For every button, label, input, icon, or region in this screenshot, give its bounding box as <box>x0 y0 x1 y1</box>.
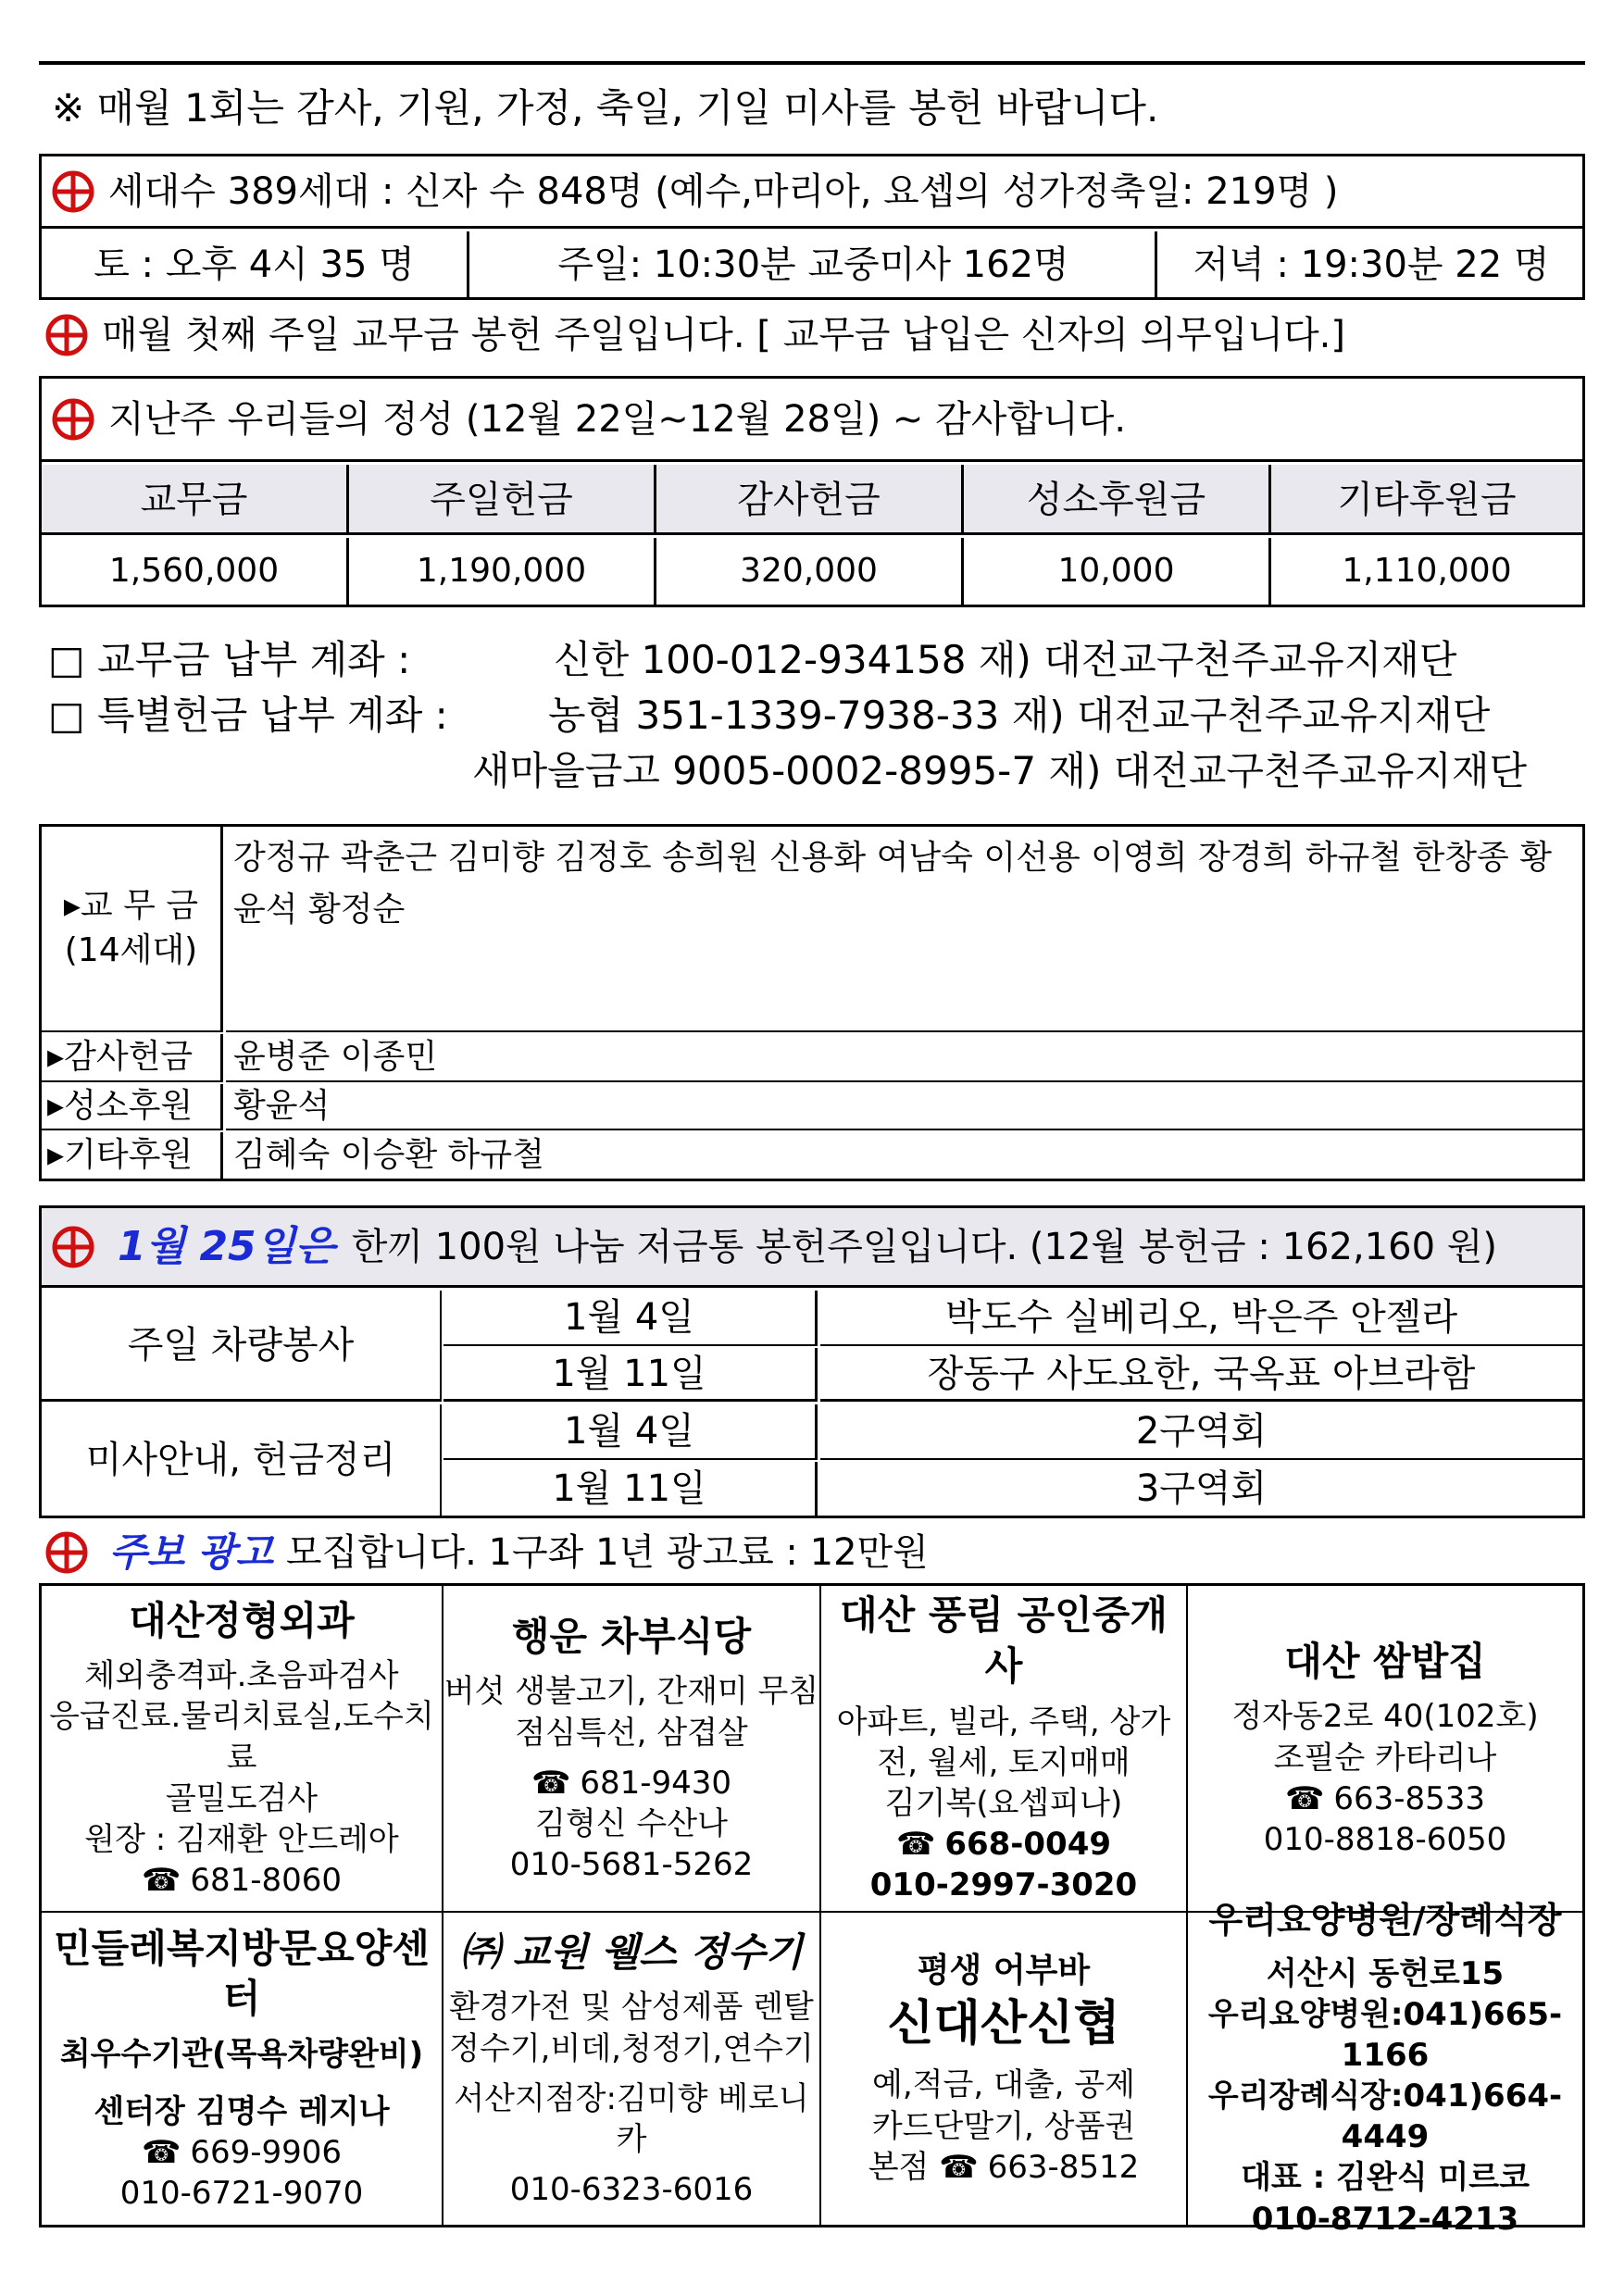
service-volunteer: 3구역회 <box>1135 1467 1268 1510</box>
ad-name: 대산 풍림 공인중개사 <box>840 1592 1168 1690</box>
phone-icon: ☎ <box>531 1764 571 1802</box>
donor-names: 김혜숙 이승환 하규철 <box>233 1136 544 1174</box>
census-box <box>39 154 1585 300</box>
donor-label: ▸기타후원 <box>47 1136 194 1174</box>
ad-line: 서산시 동헌로15 <box>1266 1954 1505 1992</box>
ad-line: 전, 월세, 토지매매 <box>877 1743 1131 1781</box>
ad-line: 010-8818-6050 <box>1263 1820 1507 1858</box>
ad-line: 최우수기관(목욕차량완비) <box>59 2035 424 2073</box>
offering-value: 1,110,000 <box>1342 552 1512 590</box>
ad-phone: 668-0049 <box>944 1826 1112 1864</box>
account-1-value: 신한 100-012-934158 재) 대전교구천주교유지재단 <box>554 637 1457 682</box>
account-3-value: 새마을금고 9005-0002-8995-7 재) 대전교구천주교유지재단 <box>472 748 1528 793</box>
phone-icon: ☎ <box>895 1826 936 1864</box>
service-date: 1월 11일 <box>552 1467 706 1510</box>
ad-slogan: 평생 어부바 <box>917 1952 1091 1990</box>
ad-orthopedics <box>42 1586 443 1913</box>
ad-line: 버섯 생불고기, 간재미 무침 <box>443 1673 819 1711</box>
phone-icon: ☎ <box>939 2148 979 2186</box>
sunday-attendance: 주일: 10:30분 교중미사 162명 <box>557 243 1069 286</box>
saturday-attendance: 토 : 오후 4시 35 명 <box>94 243 415 286</box>
donor-sublabel: (14세대) <box>64 931 198 969</box>
ad-ssambap <box>1188 1586 1582 1913</box>
ad-name: 대산 쌈밥집 <box>1284 1638 1486 1684</box>
offering-value: 320,000 <box>656 538 964 605</box>
offering-value: 1,190,000 <box>349 538 656 605</box>
ad-line: 정수기,비데,청정기,연수기 <box>449 2029 814 2067</box>
evening-attendance: 저녁 : 19:30분 22 명 <box>1193 243 1550 286</box>
ad-line: 골밀도검사 <box>165 1779 319 1817</box>
ad-line: 010-6721-9070 <box>119 2175 364 2213</box>
ad-line: 010-5681-5262 <box>509 1846 754 1884</box>
offering-value-row <box>42 538 1582 605</box>
phone-icon: ☎ <box>141 2134 181 2172</box>
ad-line: 예,적금, 대출, 공제 <box>872 2066 1135 2104</box>
service-box <box>39 1205 1585 1518</box>
ads-header <box>44 1526 929 1579</box>
ad-line: 우리요양병원:041)665-1166 <box>1207 1995 1563 2074</box>
ad-phone: 669-9906 <box>190 2134 343 2172</box>
ad-phone: 681-9430 <box>580 1764 732 1802</box>
donor-names: 강정규 곽춘근 김미향 김정호 송희원 신용화 여남숙 이선용 이영희 장경희 하규철 한창종 황윤석 황정순 <box>226 827 1582 1032</box>
offering-header: 주일헌금 <box>349 465 656 535</box>
ad-name: 신대산신협 <box>887 1995 1120 2052</box>
ad-line: 조필순 카타리나 <box>1273 1739 1497 1777</box>
service-volunteer: 박도수 실베리오, 박은주 안젤라 <box>944 1296 1458 1339</box>
ad-line: 대표 : 김완식 미르코 <box>1241 2159 1530 2197</box>
ad-line: 아파트, 빌라, 주택, 상가 <box>836 1703 1171 1741</box>
account-1-label: □ 교무금 납부 계좌 : <box>48 637 411 682</box>
donor-label: ▸교 무 금 <box>63 887 199 925</box>
ad-care-center <box>42 1913 443 2225</box>
ad-line: 김기복(요셉피나) <box>884 1785 1123 1822</box>
savings-text: 한끼 100원 나눔 저금통 봉헌주일입니다. (12월 봉헌금 : 162,160 원) <box>351 1225 1497 1268</box>
account-2-value: 농협 351-1339-7938-33 재) 대전교구천주교유지재단 <box>548 693 1491 738</box>
church-cross-icon <box>51 1225 95 1269</box>
ad-line: 카드단말기, 상품권 <box>871 2107 1136 2145</box>
ad-line: 정자동2로 40(102호) <box>1231 1698 1539 1736</box>
savings-row <box>42 1208 1582 1288</box>
ad-credit-union <box>821 1913 1188 2225</box>
ad-line: 010-2997-3020 <box>869 1866 1138 1904</box>
offering-header: 감사헌금 <box>656 465 964 535</box>
ad-phone: 663-8533 <box>1333 1779 1486 1817</box>
service-date: 1월 4일 <box>564 1410 694 1453</box>
donor-names: 황윤석 <box>233 1087 331 1125</box>
savings-date: 1월 25일은 <box>118 1222 335 1270</box>
service-volunteer: 장동구 사도요한, 국옥표 아브라함 <box>927 1352 1476 1395</box>
offering-header: 교무금 <box>42 465 349 535</box>
ad-water-purifier <box>443 1913 821 2225</box>
church-cross-icon <box>44 1530 89 1575</box>
ad-line: 체외충격파.초음파검사 <box>84 1657 399 1695</box>
ads-title: 주보 광고 <box>109 1529 273 1575</box>
service-date: 1월 11일 <box>552 1352 706 1395</box>
ad-hospital <box>1188 1900 1582 2238</box>
church-cross-icon <box>51 169 95 214</box>
monthly-mass-notice: ※ 매월 1회는 감사, 기원, 가정, 축일, 기일 미사를 봉헌 바랍니다. <box>52 85 1159 131</box>
ad-name: 민들레복지방문요양센터 <box>54 1925 430 2022</box>
offering-header: 성소후원금 <box>964 465 1271 535</box>
ads-text: 모집합니다. 1구좌 1년 광고료 : 12만원 <box>285 1531 929 1574</box>
ad-name: 우리요양병원/장례식장 <box>1208 1900 1562 1941</box>
phone-icon: ☎ <box>1284 1779 1325 1817</box>
ad-real-estate <box>821 1586 1188 1913</box>
ad-line: 010-6323-6016 <box>509 2171 754 2209</box>
ad-name: 행운 차부식당 <box>511 1613 752 1659</box>
ad-line: 응급진료.물리치료실,도수치료 <box>49 1698 434 1777</box>
ad-line: 원장 : 김재환 안드레아 <box>84 1820 399 1858</box>
donor-names: 윤병준 이종민 <box>233 1038 438 1076</box>
top-rule <box>39 61 1585 65</box>
service-group-usher: 미사안내, 헌금정리 <box>85 1439 396 1481</box>
donor-table <box>39 824 1585 1181</box>
offering-header: 기타후원금 <box>1337 479 1517 521</box>
ad-name: 대산정형외과 <box>129 1597 355 1643</box>
offering-title: 지난주 우리들의 정성 (12월 22일~12월 28일) ~ 감사합니다. <box>108 397 1127 441</box>
ad-line: 환경가전 및 삼성제품 렌탈 <box>449 1989 814 2027</box>
donor-label: ▸감사헌금 <box>47 1038 194 1076</box>
account-2-label: □ 특별헌금 납부 계좌 : <box>48 693 448 738</box>
service-date: 1월 4일 <box>564 1296 694 1339</box>
ad-phone: 681-8060 <box>190 1862 343 1900</box>
offering-value: 10,000 <box>964 538 1271 605</box>
ad-line: 010-8712-4213 <box>1251 2200 1519 2238</box>
ad-line: 센터장 김명수 레지나 <box>94 2092 390 2130</box>
service-volunteer: 2구역회 <box>1135 1410 1268 1453</box>
ad-line: 점심특선, 삼겹살 <box>515 1714 748 1752</box>
ad-line: 서산지점장:김미향 베로니카 <box>454 2079 809 2158</box>
ads-grid <box>39 1583 1585 2238</box>
phone-icon: ☎ <box>141 1862 181 1900</box>
census-title: 세대수 389세대 : 신자 수 848명 (예수,마리아, 요셉의 성가정축일: 219명 ) <box>108 169 1339 213</box>
ad-name: ㈜ 교원 웰스 정수기 <box>460 1928 803 1975</box>
first-sunday-notice: 매월 첫째 주일 교무금 봉헌 주일입니다. [ 교무금 납입은 신자의 의무입니다.] <box>44 309 1345 361</box>
church-cross-icon <box>51 397 95 442</box>
ad-line: 김형신 수산나 <box>535 1804 728 1842</box>
offering-value: 1,560,000 <box>42 538 349 605</box>
church-cross-icon <box>44 313 89 357</box>
offering-box <box>39 376 1585 607</box>
ad-phone: 663-8512 <box>987 2148 1140 2186</box>
ad-restaurant <box>443 1586 821 1913</box>
ad-phone-label: 본점 <box>868 2148 930 2186</box>
service-group-driving: 주일 차량봉사 <box>127 1323 355 1366</box>
ad-line: 우리장례식장:041)664-4449 <box>1207 2078 1563 2156</box>
donor-label: ▸성소후원 <box>47 1087 194 1125</box>
offering-header-row <box>42 465 1582 535</box>
